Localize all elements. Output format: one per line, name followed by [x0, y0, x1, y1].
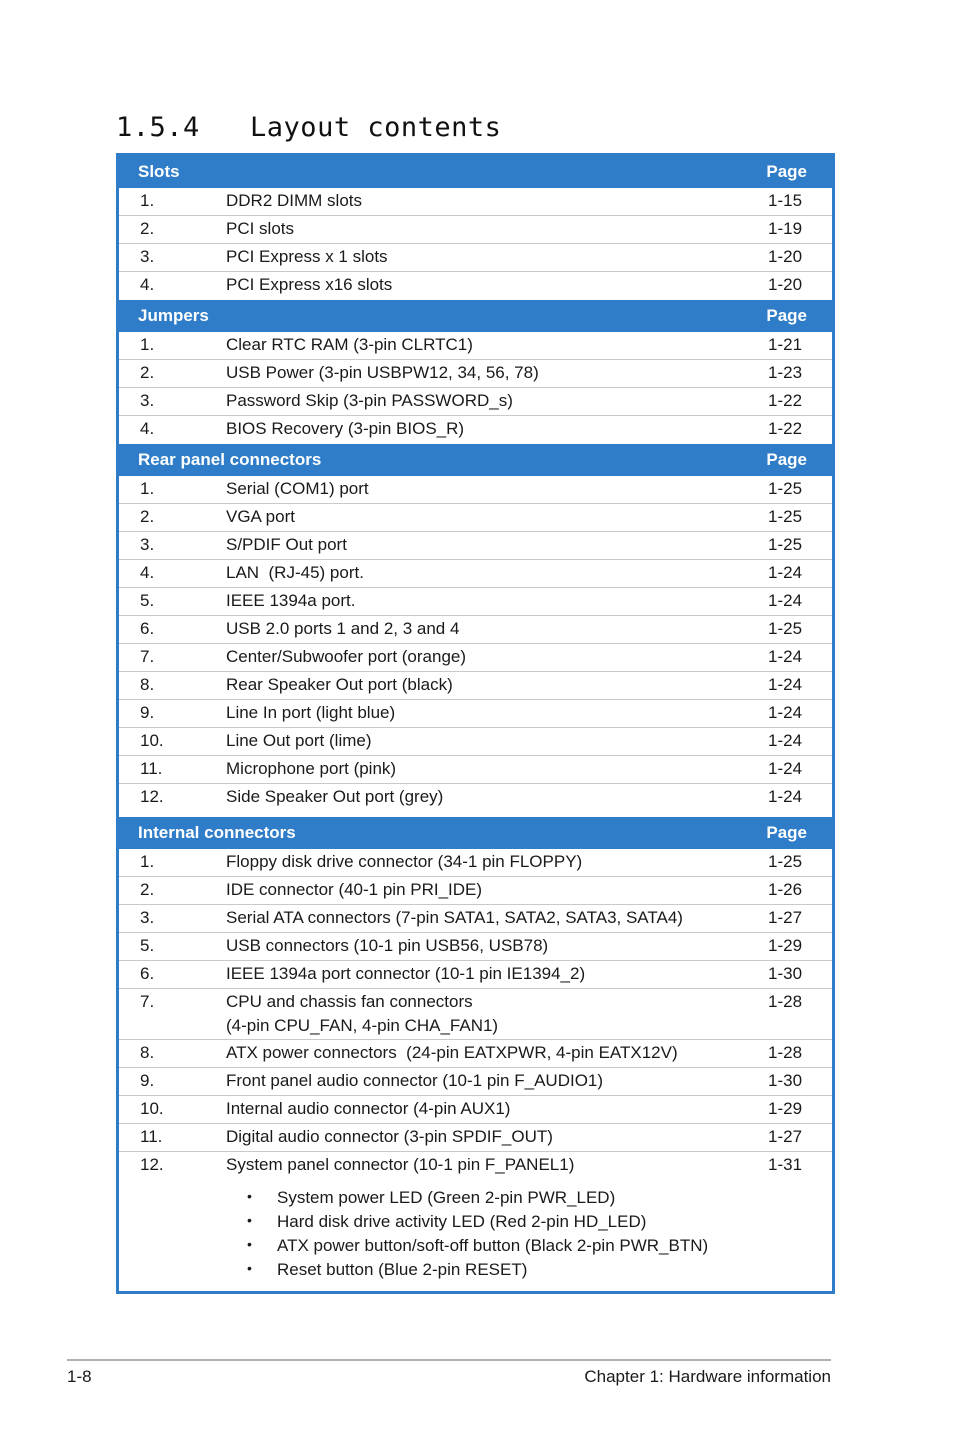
- row-number: 3.: [140, 908, 155, 927]
- row-page: 1-19: [768, 219, 803, 238]
- list-item-text: ATX power button/soft-off button (Black 2-pin PWR_BTN): [277, 1236, 709, 1255]
- jumpers-header-label: Jumpers: [138, 306, 209, 325]
- row-page: 1-24: [768, 591, 803, 610]
- rear-panel-page-header: Page: [766, 450, 807, 469]
- slots-header: [119, 156, 832, 188]
- table-row: [119, 989, 832, 1040]
- list-item: [247, 1188, 708, 1212]
- table-row: [119, 700, 832, 728]
- layout-contents-table: [116, 153, 835, 1294]
- table-row: [119, 1096, 832, 1124]
- row-page: 1-24: [768, 787, 803, 806]
- list-item-text: Hard disk drive activity LED (Red 2-pin HD_LED): [277, 1212, 647, 1231]
- row-page: 1-24: [768, 675, 803, 694]
- row-page: 1-26: [768, 880, 803, 899]
- row-number: 5.: [140, 936, 155, 955]
- row-description: CPU and chassis fan connectors: [226, 992, 473, 1011]
- row-page: 1-27: [768, 908, 803, 927]
- internal-connectors-group: [119, 817, 832, 1280]
- rear-panel-group: [119, 444, 832, 812]
- row-description: PCI Express x 1 slots: [226, 247, 388, 266]
- table-row: [119, 1040, 832, 1068]
- row-page: 1-30: [768, 964, 803, 983]
- table-row: [119, 728, 832, 756]
- table-row: [119, 1068, 832, 1096]
- row-number: 8.: [140, 1043, 155, 1062]
- row-number: 12.: [140, 1155, 164, 1174]
- row-description: IEEE 1394a port connector (10-1 pin IE1394_2): [226, 964, 586, 983]
- table-row: [119, 532, 832, 560]
- row-description: USB Power (3-pin USBPW12, 34, 56, 78): [226, 363, 539, 382]
- row-description: LAN (RJ-45) port.: [226, 563, 364, 582]
- table-row: [119, 360, 832, 388]
- table-row: [119, 784, 832, 812]
- row-page: 1-15: [768, 191, 803, 210]
- table-row: [119, 216, 832, 244]
- table-row: [119, 560, 832, 588]
- system-panel-bullet-list: [247, 1188, 708, 1284]
- slots-header-label: Slots: [138, 162, 180, 181]
- row-number: 10.: [140, 1099, 164, 1118]
- row-description: USB 2.0 ports 1 and 2, 3 and 4: [226, 619, 460, 638]
- table-row: [119, 1152, 832, 1280]
- row-page: 1-23: [768, 363, 803, 382]
- bullet-icon: •: [247, 1188, 252, 1204]
- row-number: 10.: [140, 731, 164, 750]
- table-row: [119, 933, 832, 961]
- row-description: Microphone port (pink): [226, 759, 397, 778]
- row-page: 1-25: [768, 535, 803, 554]
- row-description: Line In port (light blue): [226, 703, 396, 722]
- list-item: [247, 1236, 708, 1260]
- row-description: Password Skip (3-pin PASSWORD_s): [226, 391, 513, 410]
- table-row: [119, 672, 832, 700]
- chapter-title: Chapter 1: Hardware information: [584, 1367, 831, 1386]
- row-number: 6.: [140, 619, 155, 638]
- table-row: [119, 476, 832, 504]
- table-row: [119, 188, 832, 216]
- row-number: 2.: [140, 507, 155, 526]
- row-description: PCI Express x16 slots: [226, 275, 393, 294]
- row-number: 4.: [140, 419, 155, 438]
- row-page: 1-22: [768, 391, 803, 410]
- table-row: [119, 588, 832, 616]
- row-number: 12.: [140, 787, 164, 806]
- table-row: [119, 504, 832, 532]
- row-description: IEEE 1394a port.: [226, 591, 356, 610]
- row-description-continued: (4-pin CPU_FAN, 4-pin CHA_FAN1): [226, 1016, 499, 1035]
- table-row: [119, 616, 832, 644]
- list-item: [247, 1260, 708, 1284]
- row-number: 5.: [140, 591, 155, 610]
- row-description: Serial (COM1) port: [226, 479, 369, 498]
- row-description: USB connectors (10-1 pin USB56, USB78): [226, 936, 549, 955]
- table-row: [119, 961, 832, 989]
- row-number: 2.: [140, 880, 155, 899]
- internal-connectors-page-header: Page: [766, 823, 807, 842]
- row-description: Clear RTC RAM (3-pin CLRTC1): [226, 335, 473, 354]
- row-page: 1-24: [768, 563, 803, 582]
- row-number: 9.: [140, 703, 155, 722]
- row-page: 1-24: [768, 703, 803, 722]
- table-row: [119, 272, 832, 300]
- row-description: Rear Speaker Out port (black): [226, 675, 453, 694]
- table-row: [119, 1124, 832, 1152]
- footer-divider: [67, 1359, 831, 1361]
- row-number: 3.: [140, 535, 155, 554]
- rear-panel-header: [119, 444, 832, 476]
- row-page: 1-24: [768, 731, 803, 750]
- row-number: 3.: [140, 247, 155, 266]
- row-number: 2.: [140, 363, 155, 382]
- row-page: 1-20: [768, 247, 803, 266]
- row-number: 11.: [140, 1127, 163, 1146]
- row-description: Digital audio connector (3-pin SPDIF_OUT): [226, 1127, 553, 1146]
- jumpers-header: [119, 300, 832, 332]
- row-description: DDR2 DIMM slots: [226, 191, 363, 210]
- bullet-icon: •: [247, 1212, 252, 1228]
- row-description: Serial ATA connectors (7-pin SATA1, SATA2, SATA3, SATA4): [226, 908, 683, 927]
- row-number: 2.: [140, 219, 155, 238]
- row-page: 1-25: [768, 619, 803, 638]
- row-number: 3.: [140, 391, 155, 410]
- row-number: 4.: [140, 563, 155, 582]
- row-description: System panel connector (10-1 pin F_PANEL1): [226, 1155, 575, 1174]
- row-page: 1-28: [768, 992, 803, 1011]
- slots-page-header: Page: [766, 162, 807, 181]
- row-page: 1-31: [768, 1155, 803, 1174]
- table-row: [119, 849, 832, 877]
- list-item-text: Reset button (Blue 2-pin RESET): [277, 1260, 528, 1279]
- table-row: [119, 756, 832, 784]
- bullet-icon: •: [247, 1236, 252, 1252]
- internal-connectors-header-label: Internal connectors: [138, 823, 296, 842]
- row-page: 1-24: [768, 759, 803, 778]
- table-row: [119, 332, 832, 360]
- row-number: 6.: [140, 964, 155, 983]
- section-title: 1.5.4 Layout contents: [116, 112, 502, 143]
- row-description: IDE connector (40-1 pin PRI_IDE): [226, 880, 483, 899]
- row-page: 1-29: [768, 936, 803, 955]
- row-description: Side Speaker Out port (grey): [226, 787, 444, 806]
- row-number: 4.: [140, 275, 155, 294]
- row-page: 1-22: [768, 419, 803, 438]
- jumpers-page-header: Page: [766, 306, 807, 325]
- row-number: 1.: [140, 191, 155, 210]
- page-number: 1-8: [67, 1367, 92, 1386]
- table-row: [119, 244, 832, 272]
- jumpers-group: [119, 300, 832, 444]
- list-item: [247, 1212, 708, 1236]
- row-number: 1.: [140, 852, 155, 871]
- row-page: 1-24: [768, 647, 803, 666]
- row-description: Internal audio connector (4-pin AUX1): [226, 1099, 511, 1118]
- row-page: 1-28: [768, 1043, 803, 1062]
- row-number: 7.: [140, 992, 155, 1011]
- bullet-icon: •: [247, 1260, 252, 1276]
- row-page: 1-20: [768, 275, 803, 294]
- internal-connectors-header: [119, 817, 832, 849]
- table-row: [119, 905, 832, 933]
- list-item-text: System power LED (Green 2-pin PWR_LED): [277, 1188, 616, 1207]
- row-number: 1.: [140, 479, 155, 498]
- row-description: Center/Subwoofer port (orange): [226, 647, 467, 666]
- row-number: 8.: [140, 675, 155, 694]
- row-page: 1-27: [768, 1127, 803, 1146]
- row-description: BIOS Recovery (3-pin BIOS_R): [226, 419, 465, 438]
- row-page: 1-25: [768, 507, 803, 526]
- row-description: S/PDIF Out port: [226, 535, 347, 554]
- row-page: 1-25: [768, 852, 803, 871]
- row-number: 9.: [140, 1071, 155, 1090]
- row-number: 7.: [140, 647, 155, 666]
- row-page: 1-30: [768, 1071, 803, 1090]
- row-description: ATX power connectors (24-pin EATXPWR, 4-pin EATX12V): [226, 1043, 678, 1062]
- row-number: 1.: [140, 335, 155, 354]
- table-row: [119, 877, 832, 905]
- row-description: Line Out port (lime): [226, 731, 372, 750]
- table-row: [119, 644, 832, 672]
- row-description: VGA port: [226, 507, 295, 526]
- row-number: 11.: [140, 759, 163, 778]
- row-page: 1-25: [768, 479, 803, 498]
- row-page: 1-21: [768, 335, 803, 354]
- row-page: 1-29: [768, 1099, 803, 1118]
- row-description: Front panel audio connector (10-1 pin F_AUDIO1): [226, 1071, 604, 1090]
- row-description: Floppy disk drive connector (34-1 pin FLOPPY): [226, 852, 583, 871]
- rear-panel-header-label: Rear panel connectors: [138, 450, 322, 469]
- slots-group: [119, 156, 832, 300]
- row-description: PCI slots: [226, 219, 295, 238]
- table-row: [119, 388, 832, 416]
- table-row: [119, 416, 832, 444]
